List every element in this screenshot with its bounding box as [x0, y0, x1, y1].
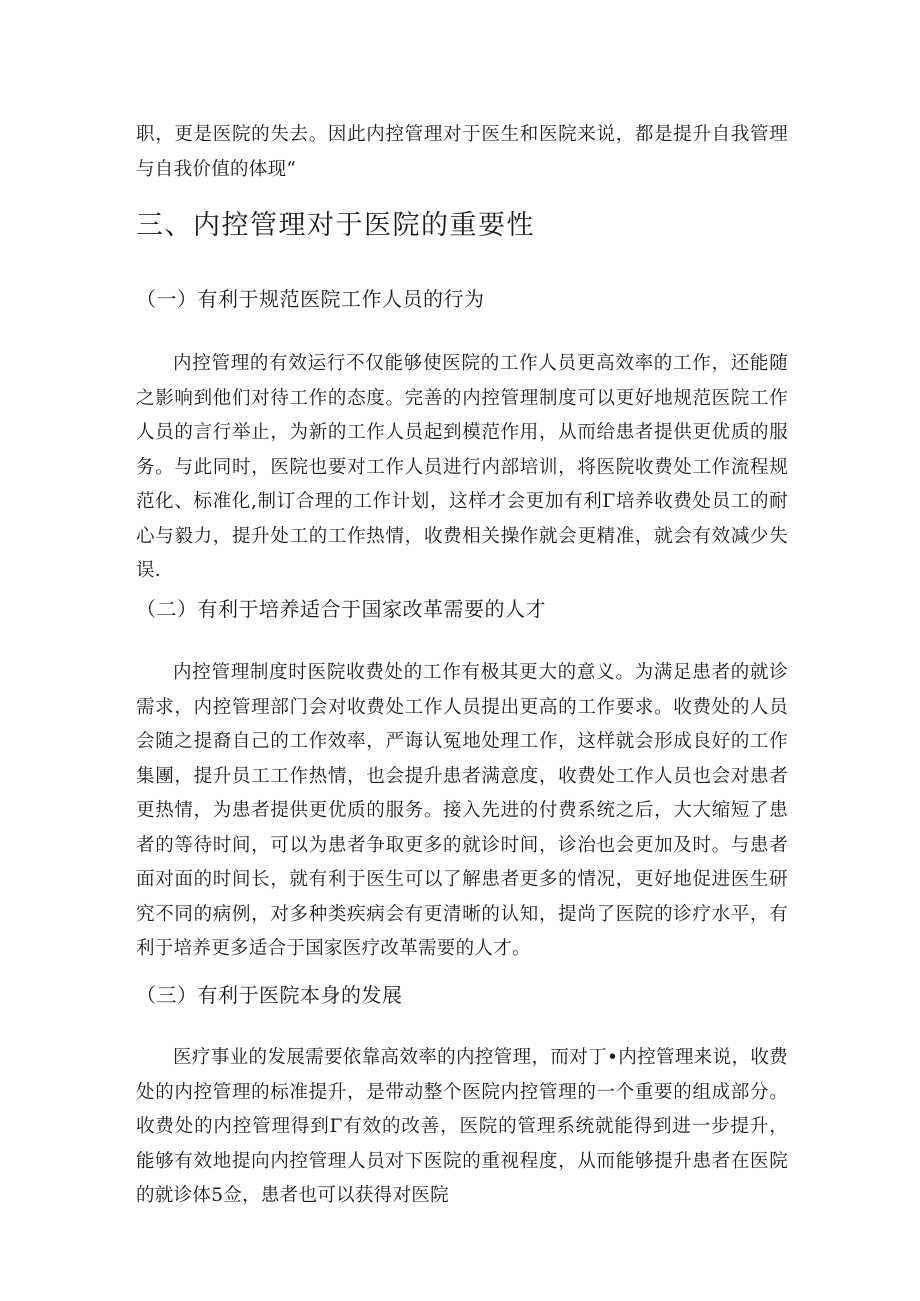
subsection-heading-2: （二）有利于培养适合于国家改革需要的人才 [136, 597, 546, 621]
subsection-paragraph-1: 内控管理的有效运行不仅能够使医院的工作人员更高效率的工作，还能随之影响到他们对待工作的态度。完善的内控管理制度可以更好地规范医院工作人员的言行举止，为新的工作人员起到模范作用，从而给患者提供更优质的服务。与此同时，医院也要对工作人员进行内部培训，将医院收费处工作流程规范化、标准化,制订合理的工作计划，这样才会更加有利Γ培养收费处员工的耐心与毅力，提升处工的工作热情，收费相关操作就会更精准，就会有效减少失误. [136, 353, 788, 581]
subsection-paragraph-2: 内控管理制度时医院收费处的工作有极其更大的意义。为满足患者的就诊需求，内控管理部门会对收费处工作人员提出更高的工作要求。收费处的人员会随之提裔自己的工作效率，严诲认冤地处理工作，这样就会形成良好的工作集團，提升员工工作热情，也会提升患者满意度，收费处工作人员也会对患者更热情，为患者提供更优质的服务。接入先进的付费系统之后，大大缩短了患者的等待时间，可以为患者争取更多的就诊时间，诊治也会更加及时。与患者面对面的时间长，就有利于医生可以了解患者更多的情况，更好地促进医生研究不同的病例，对多种类疾病会有更清晰的认知，提尚了医院的诊疗水平，有利于培养更多适合于国家医疗改革需要的人才。 [136, 662, 788, 959]
section-title: 三、内控管理对于医院的重要性 [136, 210, 535, 241]
intro-paragraph: 职，更是医院的失去。因此内控管理对于医生和医院来说，都是提升自我管理与自我价值的体现“ [136, 124, 788, 180]
subsection-heading-3: （三）有利于医院本身的发展 [136, 983, 403, 1007]
subsection-heading-1: （一）有利于规范医院工作人员的行为 [136, 287, 485, 311]
subsection-paragraph-3: 医疗事业的发展需要依靠高效率的内控管理，而对丁•内控管理来说，收费处的内控管理的标准提升，是带动整个医院内控管理的一个重要的组成部分。收费处的内控管理得到Γ有效的改善，医院的管理系统就能得到进一步提升，能够有效地提向内控管理人员对下医院的重视程度，从而能够提升患者在医院的就诊体5佥，患者也可以获得对医院 [136, 1047, 788, 1206]
